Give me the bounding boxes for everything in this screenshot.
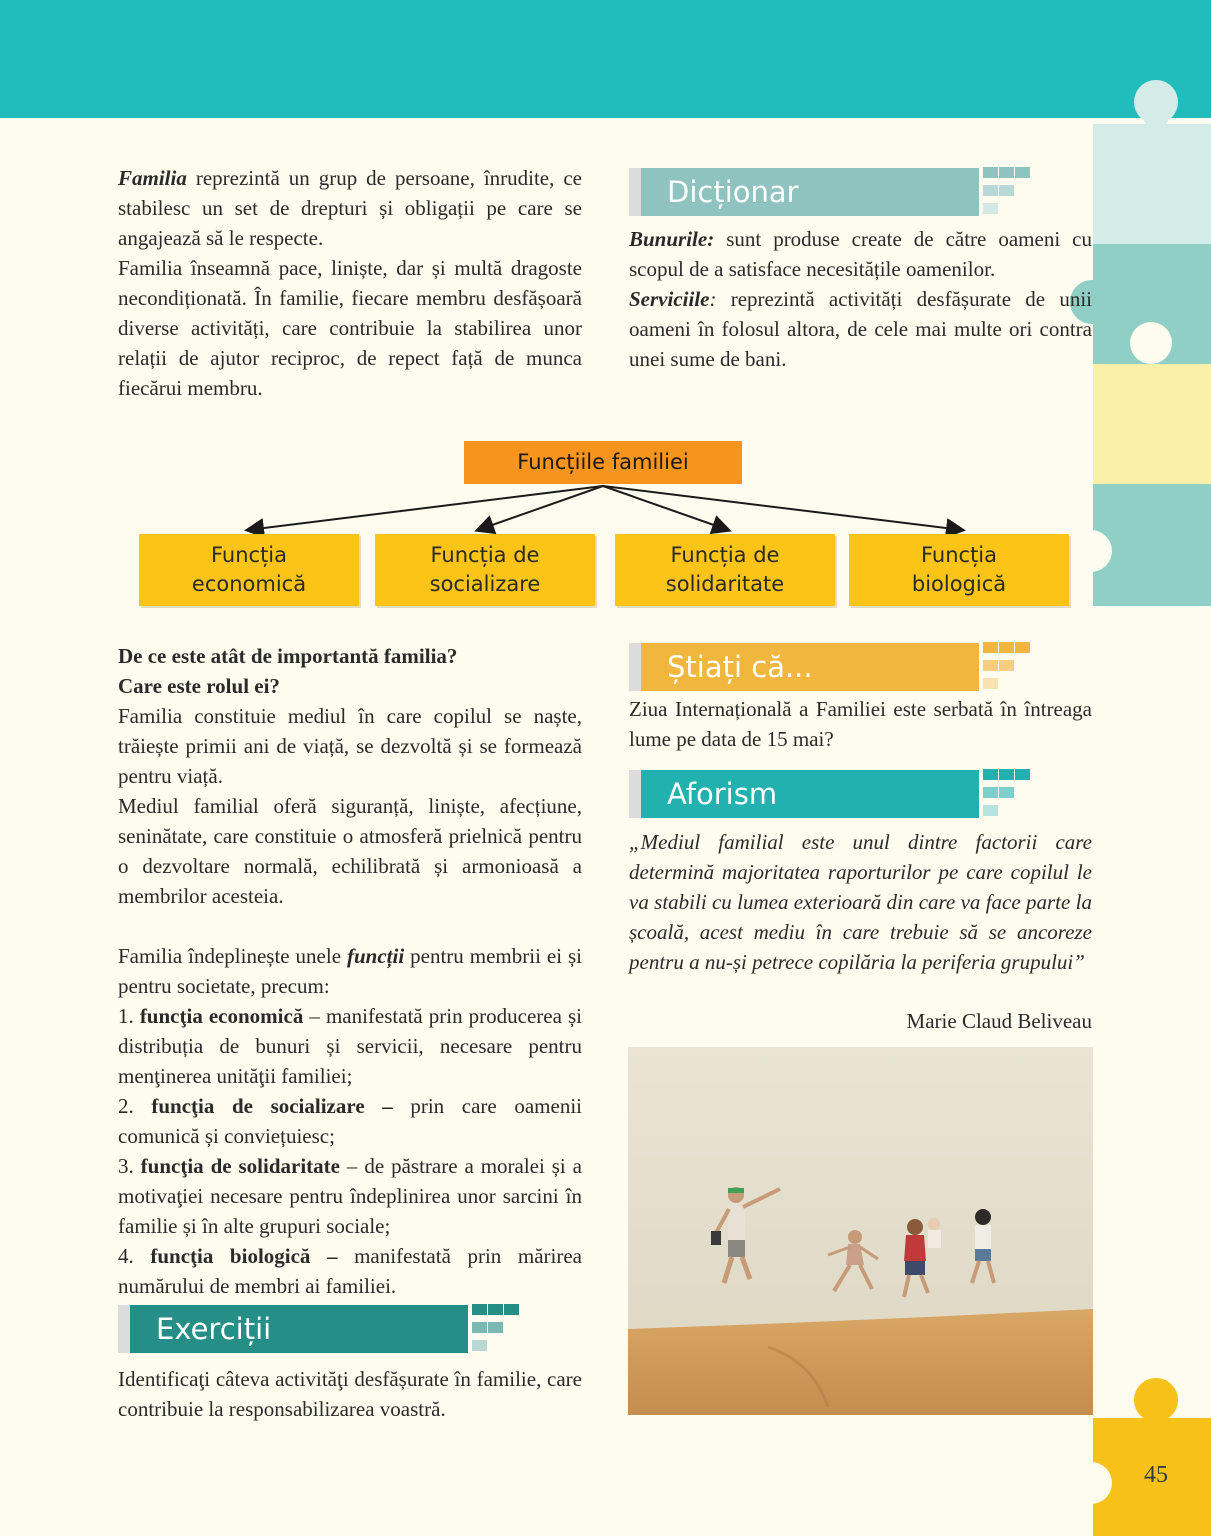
header-stripe [118, 1305, 130, 1353]
arrow-economica [248, 486, 603, 530]
function-box-socializare: Funcția de socializare [375, 534, 595, 606]
aforism-title: Aforism [641, 770, 979, 818]
importance-section [118, 641, 582, 1301]
stiati-title: Știați că... [641, 643, 979, 691]
arrow-biologica [603, 486, 962, 530]
intro-definition: reprezintă un grup de persoane, înrudite, ce stabilesc un set de drepturi și obligații pe care se angajează să le respecte. [118, 166, 582, 250]
function-item-2: 2. funcţia de socializare – prin care oamenii comunică și conviețuiesc; [118, 1094, 582, 1148]
dictionar-term-1: Bunurile: [629, 227, 715, 251]
intro-term: Familia [118, 166, 187, 190]
page-number: 45 [1144, 1462, 1168, 1488]
importance-paragraph-2: Mediul familial oferă siguranță, liniște, afecțiune, seninătate, care constituie o atmosferă prielnică pentru o dezvoltare normală, echilibrată și armonioasă a membrilor acesteia. [118, 794, 582, 908]
exercitii-title: Exerciții [130, 1305, 468, 1353]
function-item-1: 1. funcţia economică – manifestată prin producerea și distribuția de bunuri și servicii, necesare pentru menţinerea unităţii familiei; [118, 1004, 583, 1088]
importance-question-1: De ce este atât de importantă familia? [118, 644, 458, 668]
arrow-solidaritate [603, 486, 728, 530]
functions-intro: Familia îndeplinește unele funcții pentru membrii ei și pentru societate, precum: [118, 944, 582, 998]
diagram-arrows [0, 0, 1211, 620]
function-item-4: 4. funcţia biologică – manifestată prin mărirea numărului de membri ai familiei. [118, 1244, 582, 1298]
stiati-text: Ziua Internațională a Familiei este serbată în întreaga lume pe data de 15 mai? [629, 697, 1092, 751]
puzzle-socket [1070, 1462, 1112, 1504]
function-box-solidaritate: Funcția de solidaritate [615, 534, 835, 606]
arrow-socializare [478, 486, 603, 530]
function-box-economica: Funcția economică [139, 534, 359, 606]
header-stripe [629, 643, 641, 691]
dictionar-term-2: Serviciile [629, 287, 710, 311]
exercitii-text: Identificaţi câteva activităţi desfășurate în familie, care contribuie la responsabilizarea voastră. [118, 1367, 582, 1421]
aforism-author: Marie Claud Beliveau [906, 1009, 1092, 1033]
diagram-root-box: Funcțiile familiei [464, 441, 742, 484]
function-item-3: 3. funcţia de solidaritate – de păstrare a moralei și a motivaţiei necesare pentru îndeplinirea unor sarcini în familie și în alte grupuri sociale; [118, 1154, 582, 1238]
dictionar-entry-2: Serviciile: reprezintă activități desfășurate de unii oameni în folosul altora, de cele mai multe ori contra unei sume de bani. [629, 287, 1092, 371]
intro-paragraph-2: Familia înseamnă pace, liniște, dar și multă dragoste necondiționată. În familie, fiecare membru desfășoară diverse activități, care contribuie la stabilirea unor relații de ajutor reciproc, de repect față de munca fiecărui membru. [118, 256, 582, 400]
puzzle-knob-neck [1144, 1408, 1168, 1422]
importance-paragraph-1: Familia constituie mediul în care copilul se naște, trăiește primii ani de viață, se dezvoltă și se formează pentru viață. [118, 704, 582, 788]
header-stripe [629, 770, 641, 818]
family-photo [628, 1047, 1093, 1415]
aforism-header [629, 770, 979, 818]
stiati-header [629, 643, 979, 691]
exercitii-header [118, 1305, 468, 1353]
importance-question-2: Care este rolul ei? [118, 674, 280, 698]
function-box-biologica: Funcția biologică [849, 534, 1069, 606]
dictionar-title: Dicționar [641, 168, 979, 216]
aforism-quote: „Mediul familial este unul dintre factorii care determină majoritatea raporturilor pe care copilul le va stabili cu lumea exterioară din care va face parte la școală, acest mediu în care trebuie să se ancoreze pentru a nu-și petrece copilăria la periferia grupului” [629, 830, 1092, 974]
dictionar-def-1: sunt produse create de către oameni cu scopul de a satisface necesitățile oamenilor. [629, 227, 1092, 281]
dictionar-def-2: reprezintă activități desfășurate de unii oameni în folosul altora, de cele mai multe ori contra unei sume de bani. [629, 287, 1092, 371]
